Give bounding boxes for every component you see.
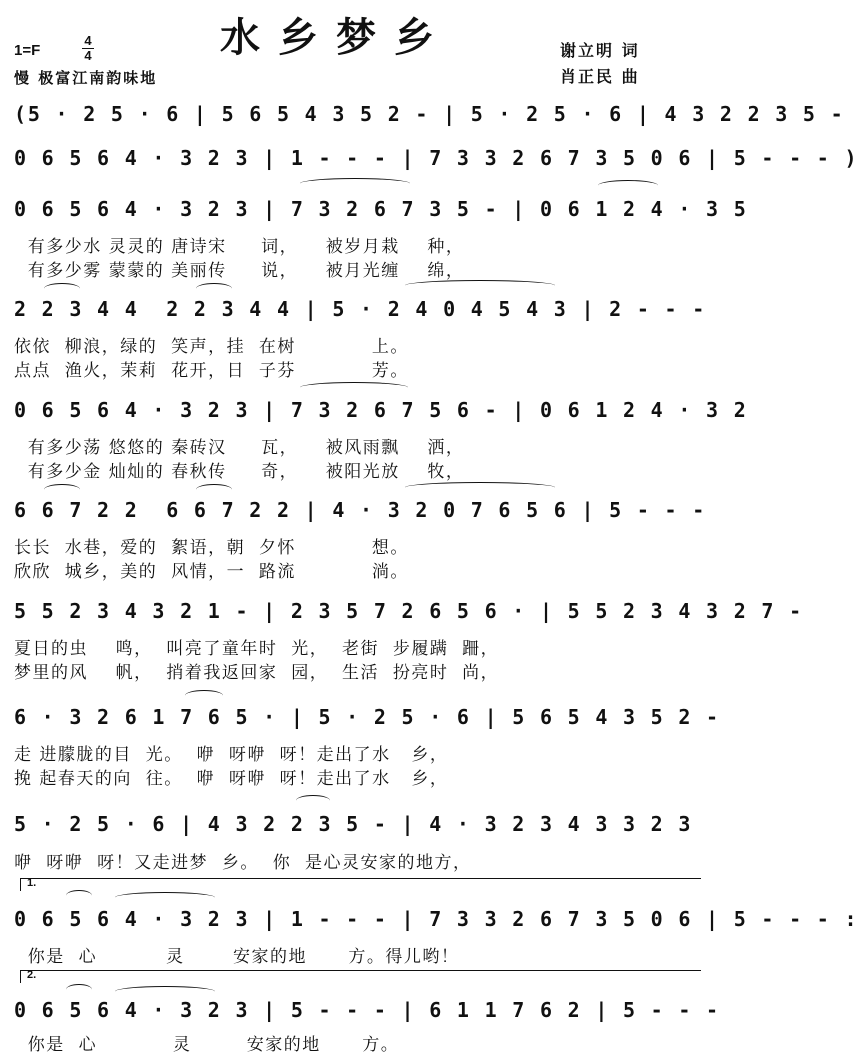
notes-line: 0 6 5 6 4 · 3 2 3 | 1 - - - | 7 3 3 2 6 7 3 5 0 6 | 5 - - - : xyxy=(14,907,858,931)
lyricist-credit: 谢立明 词 xyxy=(560,41,640,60)
slur-mark xyxy=(44,283,80,294)
lyric-verse-1: 你是 心 灵 安家的地 方。 xyxy=(14,1035,400,1055)
slur-mark xyxy=(66,984,92,995)
lyric-verse-1: 走 进朦胧的目 光。 咿 呀咿 呀！走出了水 乡， xyxy=(14,745,449,765)
tempo-marking: 慢 极富江南韵味地 xyxy=(14,69,158,87)
time-signature-top: 4 xyxy=(84,33,92,48)
volta-bracket-1 xyxy=(20,878,701,891)
time-signature-bottom: 4 xyxy=(84,48,92,63)
notes-line: 0 6 5 6 4 · 3 2 3 | 5 - - - | 6 1 1 7 6 2 | 5 - - - xyxy=(14,998,720,1022)
lyric-verse-1: 夏日的虫 鸣， 叫亮了童年时 光， 老街 步履蹒 跚， xyxy=(14,639,500,659)
composer-credit: 肖正民 曲 xyxy=(560,67,640,86)
staff-row xyxy=(14,295,707,325)
volta-label: 2. xyxy=(27,969,37,981)
staff-row xyxy=(14,195,748,225)
notes-line: 5 5 2 3 4 3 2 1 - | 2 3 5 7 2 6 5 6 · | 5 5 2 3 4 3 2 7 - xyxy=(14,599,803,623)
staff-row xyxy=(14,496,707,526)
slur-mark xyxy=(185,690,223,701)
lyric-verse-1: 长长 水巷，爱的 絮语，朝 夕怀 想。 xyxy=(14,538,409,558)
notes-line: 0 6 5 6 4 · 3 2 3 | 1 - - - | 7 3 3 2 6 7 3 5 0 6 | 5 - - - ) xyxy=(14,146,858,170)
slur-mark xyxy=(115,892,215,903)
song-title: 水乡梦乡 xyxy=(220,14,452,61)
staff-row xyxy=(14,905,858,935)
volta-bracket-2 xyxy=(20,970,701,983)
volta-label: 1. xyxy=(27,877,37,889)
time-signature xyxy=(82,34,94,63)
slur-mark xyxy=(598,180,658,191)
lyric-verse-2: 梦里的风 帆， 捎着我返回家 园， 生活 扮亮时 尚， xyxy=(14,663,500,683)
slur-mark xyxy=(405,482,555,493)
slur-mark xyxy=(44,484,80,495)
notes-line: 6 · 3 2 6 1 7 6 5 · | 5 · 2 5 · 6 | 5 6 5 4 3 5 2 - xyxy=(14,705,720,729)
lyric-verse-2: 有多少雾 蒙蒙的 美丽传 说， 被月光缠 绵， xyxy=(14,261,465,281)
notes-line: (5 · 2 5 · 6 | 5 6 5 4 3 5 2 - | 5 · 2 5 · 6 | 4 3 2 2 3 5 - xyxy=(14,102,845,126)
slur-mark xyxy=(196,484,232,495)
staff-row xyxy=(14,144,858,174)
slur-mark xyxy=(300,382,408,393)
notes-line: 6 6 7 2 2 6 6 7 2 2 | 4 · 3 2 0 7 6 5 6 | 5 - - - xyxy=(14,498,707,522)
slur-mark xyxy=(300,178,410,189)
staff-row xyxy=(14,810,694,840)
lyric-verse-1: 你是 心 灵 安家的地 方。得儿哟！ xyxy=(14,947,460,967)
staff-row xyxy=(14,703,720,733)
lyric-verse-1: 有多少荡 悠悠的 秦砖汉 瓦， 被风雨飘 洒， xyxy=(14,438,465,458)
lyric-verse-2: 点点 渔火，茉莉 花开，日 子芬 芳。 xyxy=(14,361,409,381)
staff-row xyxy=(14,597,803,627)
lyric-verse-2: 欣欣 城乡，美的 风情，一 路流 淌。 xyxy=(14,562,409,582)
slur-mark xyxy=(405,280,555,291)
notes-line: 5 · 2 5 · 6 | 4 3 2 2 3 5 - | 4 · 3 2 3 4 3 3 2 3 xyxy=(14,812,693,836)
slur-mark xyxy=(196,283,232,294)
staff-row xyxy=(14,396,748,426)
notes-line: 2 2 3 4 4 2 2 3 4 4 | 5 · 2 4 0 4 5 4 3 | 2 - - - xyxy=(14,297,707,321)
slur-mark xyxy=(66,890,92,901)
slur-mark xyxy=(296,795,330,806)
notes-line: 0 6 5 6 4 · 3 2 3 | 7 3 2 6 7 3 5 - | 0 6 1 2 4 · 3 5 xyxy=(14,197,748,221)
staff-row xyxy=(14,100,845,130)
lyric-verse-2: 挽 起春天的向 往。 咿 呀咿 呀！走出了水 乡， xyxy=(14,769,449,789)
key-signature: 1=F xyxy=(14,42,41,59)
lyric-verse-1: 咿 呀咿 呀！又走进梦 乡。 你 是心灵安家的地方， xyxy=(14,853,472,873)
staff-row xyxy=(14,996,720,1026)
lyric-verse-1: 依依 柳浪，绿的 笑声，挂 在树 上。 xyxy=(14,337,409,357)
lyric-verse-1: 有多少水 灵灵的 唐诗宋 词， 被岁月栽 种， xyxy=(14,237,465,257)
notes-line: 0 6 5 6 4 · 3 2 3 | 7 3 2 6 7 5 6 - | 0 6 1 2 4 · 3 2 xyxy=(14,398,748,422)
lyric-verse-2: 有多少金 灿灿的 春秋传 奇， 被阳光放 牧， xyxy=(14,462,465,482)
